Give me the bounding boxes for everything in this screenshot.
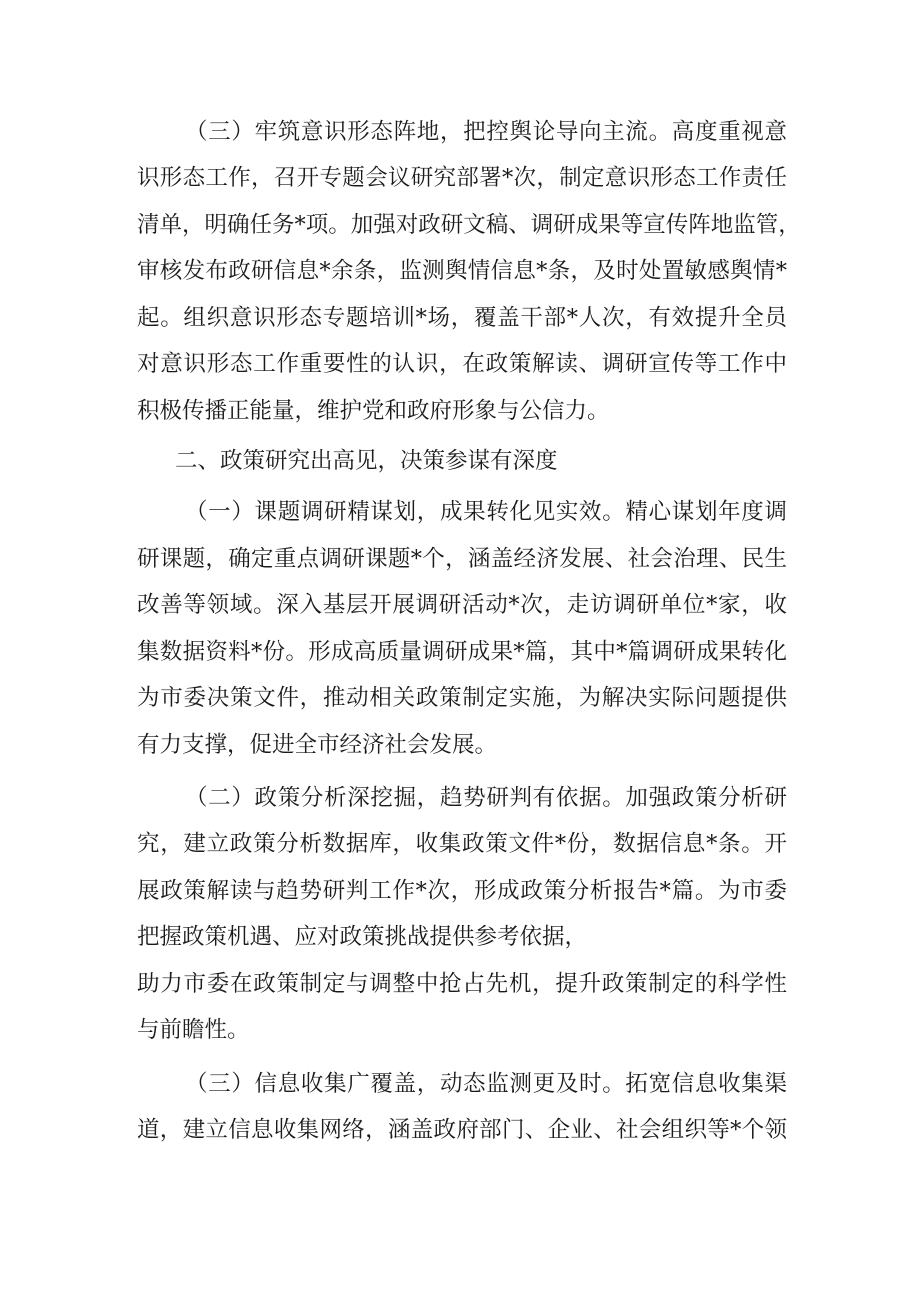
section-heading-policy-research: 二、政策研究出高见，决策参谋有深度 [175,448,558,474]
paragraph-ideology-line-6: 对意识形态工作重要性的认识，在政策解读、调研宣传等工作中 [137,351,787,377]
paragraph-research-line-6: 有力支撑，促进全市经济社会发展。 [137,732,498,758]
paragraph-info-line-1: （三）信息收集广覆盖，动态监测更及时。拓宽信息收集渠 [185,1071,787,1097]
paragraph-info-line-2: 道，建立信息收集网络，涵盖政府部门、企业、社会组织等*个领 [137,1117,787,1143]
paragraph-research-line-5: 为市委决策文件，推动相关政策制定实施，为解决实际问题提供 [137,685,787,711]
paragraph-ideology-line-1: （三）牢筑意识形态阵地，把控舆论导向主流。高度重视意 [185,119,787,145]
paragraph-analysis-line-3: 展政策解读与趋势研判工作*次，形成政策分析报告*篇。为市委 [137,878,787,904]
paragraph-analysis-line-5: 助力市委在政策制定与调整中抢占先机，提升政策制定的科学性 [137,971,787,997]
paragraph-research-line-3: 改善等领域。深入基层开展调研活动*次，走访调研单位*家，收 [137,592,787,618]
paragraph-research-line-2: 研课题，确定重点调研课题*个，涵盖经济发展、社会治理、民生 [137,546,787,572]
paragraph-ideology-line-7: 积极传播正能量，维护党和政府形象与公信力。 [137,398,610,424]
paragraph-analysis-line-6: 与前瞻性。 [137,1017,250,1043]
paragraph-ideology-line-3: 清单，明确任务*项。加强对政研文稿、调研成果等宣传阵地监管， [137,212,801,238]
paragraph-analysis-line-2: 究，建立政策分析数据库，收集政策文件*份，数据信息*条。开 [137,831,787,857]
paragraph-ideology-line-2: 识形态工作，召开专题会议研究部署*次，制定意识形态工作责任 [137,165,787,191]
paragraph-research-line-1: （一）课题调研精谋划，成果转化见实效。精心谋划年度调 [185,499,787,525]
paragraph-analysis-line-1: （二）政策分析深挖掘，趋势研判有依据。加强政策分析研 [185,785,787,811]
paragraph-ideology-line-5: 起。组织意识形态专题培训*场，覆盖干部*人次，有效提升全员 [137,305,787,331]
paragraph-analysis-line-4: 把握政策机遇、应对政策挑战提供参考依据， [137,924,588,950]
paragraph-research-line-4: 集数据资料*份。形成高质量调研成果*篇，其中*篇调研成果转化 [137,639,787,665]
paragraph-ideology-line-4: 审核发布政研信息*余条，监测舆情信息*条，及时处置敏感舆情* [137,258,787,284]
